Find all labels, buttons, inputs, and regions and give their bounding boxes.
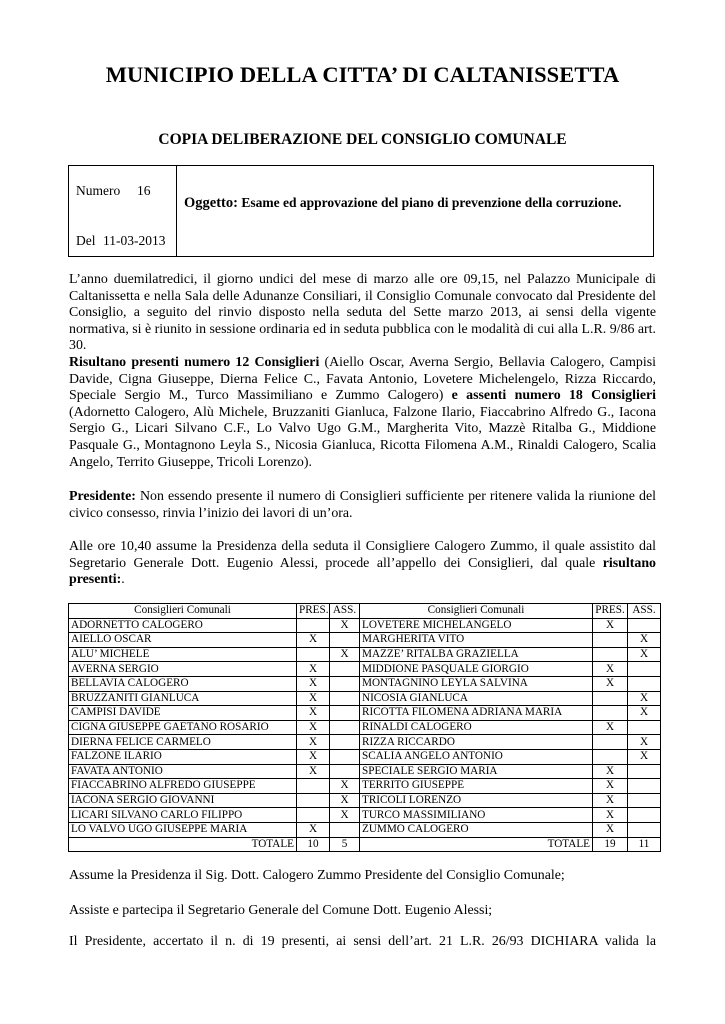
- councillor-name: SPECIALE SERGIO MARIA: [360, 764, 593, 779]
- totals-row: [69, 837, 661, 852]
- absent-mark: [330, 764, 360, 779]
- councillor-name: TERRITO GIUSEPPE: [360, 779, 593, 794]
- present-mark: [297, 808, 330, 823]
- present-mark: [593, 749, 628, 764]
- councillor-name: CAMPISI DAVIDE: [69, 706, 297, 721]
- table-row: [69, 764, 661, 779]
- councillor-name: AVERNA SERGIO: [69, 662, 297, 677]
- absent-mark: X: [628, 691, 661, 706]
- closing-line-secretary: Assiste e partecipa il Segretario Generale del Comune Dott. Eugenio Alessi;: [69, 903, 493, 918]
- present-mark: X: [297, 633, 330, 648]
- table-row: [69, 779, 661, 794]
- paragraph-rollcall: [69, 539, 656, 589]
- councillor-name: FIACCABRINO ALFREDO GIUSEPPE: [69, 779, 297, 794]
- column-header: PRES.: [593, 604, 628, 619]
- absent-mark: [330, 735, 360, 750]
- absent-mark: [330, 691, 360, 706]
- president-text: Non essendo presente il numero di Consiglieri sufficiente per ritenere valida la riunione del civico consesso, rinvia l’inizio dei lavori di un’ora.: [69, 489, 656, 521]
- absent-mark: X: [628, 706, 661, 721]
- present-mark: X: [593, 676, 628, 691]
- absent-mark: [628, 676, 661, 691]
- numero-label: Numero: [76, 183, 121, 198]
- absent-mark: [628, 618, 661, 633]
- table-row: [69, 808, 661, 823]
- present-mark: X: [593, 793, 628, 808]
- closing-line-declaration: Il Presidente, accertato il n. di 19 presenti, ai sensi dell’art. 21 L.R. 26/93 DICHIARA valida la: [69, 934, 656, 949]
- councillor-name: NICOSIA GIANLUCA: [360, 691, 593, 706]
- present-mark: X: [297, 720, 330, 735]
- present-mark: [593, 691, 628, 706]
- absent-mark: [628, 720, 661, 735]
- attendance-table: [68, 603, 661, 852]
- absent-mark: [330, 662, 360, 677]
- absent-mark: [330, 676, 360, 691]
- table-row: [69, 647, 661, 662]
- document-title: MUNICIPIO DELLA CITTA’ DI CALTANISSETTA: [105, 62, 620, 87]
- table-row: [69, 720, 661, 735]
- numero-value: 16: [137, 183, 151, 198]
- present-mark: [297, 793, 330, 808]
- table-row: [69, 618, 661, 633]
- councillor-name: SCALIA ANGELO ANTONIO: [360, 749, 593, 764]
- absent-count: e assenti numero 18 Consiglieri: [451, 388, 657, 404]
- rollcall-text: Alle ore 10,40 assume la Presidenza della seduta il Consigliere Calogero Zummo, il quale assistito dal Segretario Generale Dott. Eugenio Alessi, procede all’appello dei Consiglieri, dal quale: [69, 539, 656, 571]
- present-mark: X: [593, 779, 628, 794]
- column-header: ASS.: [628, 604, 661, 619]
- table-row: [69, 749, 661, 764]
- councillor-name: BRUZZANITI GIANLUCA: [69, 691, 297, 706]
- deliberation-header-box: [68, 165, 654, 257]
- councillor-name: AIELLO OSCAR: [69, 633, 297, 648]
- present-mark: [593, 706, 628, 721]
- column-header: ASS.: [330, 604, 360, 619]
- councillor-name: MAZZE’ RITALBA GRAZIELLA: [360, 647, 593, 662]
- column-header: PRES.: [297, 604, 330, 619]
- absent-mark: [628, 822, 661, 837]
- councillor-name: MONTAGNINO LEYLA SALVINA: [360, 676, 593, 691]
- absent-mark: X: [330, 793, 360, 808]
- present-mark: X: [297, 749, 330, 764]
- present-mark: X: [593, 618, 628, 633]
- table-row: [69, 633, 661, 648]
- totals-label: TOTALE: [360, 837, 593, 852]
- table-row: [69, 735, 661, 750]
- document-subtitle: COPIA DELIBERAZIONE DEL CONSIGLIO COMUNALE: [158, 131, 567, 148]
- subject: [184, 190, 650, 216]
- table-row: [69, 691, 661, 706]
- present-mark: X: [593, 662, 628, 677]
- councillor-name: RINALDI CALOGERO: [360, 720, 593, 735]
- table-header-row: [69, 604, 661, 619]
- date-value: 11-03-2013: [103, 233, 166, 248]
- rollcall-bold: risultano presenti:: [69, 555, 656, 588]
- absent-mark: X: [628, 633, 661, 648]
- totals-absent: 5: [330, 837, 360, 852]
- present-mark: [593, 647, 628, 662]
- councillor-name: BELLAVIA CALOGERO: [69, 676, 297, 691]
- councillor-name: RICOTTA FILOMENA ADRIANA MARIA: [360, 706, 593, 721]
- absent-mark: X: [628, 735, 661, 750]
- subject-text: Esame ed approvazione del piano di prevenzione della corruzione.: [241, 195, 622, 210]
- councillor-name: LOVETERE MICHELANGELO: [360, 618, 593, 633]
- table-row: [69, 676, 661, 691]
- absent-mark: X: [330, 808, 360, 823]
- rollcall-end: .: [121, 572, 125, 588]
- present-count: Risultano presenti numero 12 Consiglieri: [69, 354, 320, 370]
- totals-present: 10: [297, 837, 330, 852]
- present-mark: [297, 779, 330, 794]
- councillor-name: MARGHERITA VITO: [360, 633, 593, 648]
- present-mark: [593, 735, 628, 750]
- present-mark: X: [297, 662, 330, 677]
- totals-absent: 11: [628, 837, 661, 852]
- table-row: [69, 662, 661, 677]
- header-divider: [176, 166, 177, 256]
- present-mark: X: [297, 676, 330, 691]
- present-mark: X: [297, 764, 330, 779]
- table-row: [69, 706, 661, 721]
- column-header: Consiglieri Comunali: [69, 604, 297, 619]
- absent-names: (Adornetto Calogero, Alù Michele, Bruzzaniti Gianluca, Falzone Ilario, Fiaccabrino Alfredo G., Iacona Sergio G., Licari Silvano C.F., Lo Valvo Ugo G.M., Margherita Vito, Mazzè Ritalba G., Middione Pasquale G., Montagnono Leyla S., Nicosia Gianluca, Ricotta Filomena A.M., Rinaldi Calogero, Scalia Angelo, Territo Giuseppe, Tricoli Lorenzo).: [69, 404, 656, 470]
- totals-label: TOTALE: [69, 837, 297, 852]
- absent-mark: [330, 822, 360, 837]
- absent-mark: [628, 662, 661, 677]
- present-mark: X: [593, 808, 628, 823]
- councillor-name: FAVATA ANTONIO: [69, 764, 297, 779]
- present-mark: X: [297, 706, 330, 721]
- present-mark: X: [297, 691, 330, 706]
- councillor-name: ZUMMO CALOGERO: [360, 822, 593, 837]
- councillor-name: CIGNA GIUSEPPE GAETANO ROSARIO: [69, 720, 297, 735]
- present-mark: [297, 647, 330, 662]
- councillor-name: LICARI SILVANO CARLO FILIPPO: [69, 808, 297, 823]
- absent-mark: [628, 764, 661, 779]
- present-mark: [297, 618, 330, 633]
- councillor-name: TRICOLI LORENZO: [360, 793, 593, 808]
- paragraph-president: [69, 489, 656, 522]
- present-mark: [593, 633, 628, 648]
- present-mark: X: [297, 735, 330, 750]
- absent-mark: [330, 633, 360, 648]
- absent-mark: [330, 706, 360, 721]
- present-names: (Aiello Oscar, Averna Sergio, Bellavia Calogero, Campisi Davide, Cigna Giuseppe, Dierna Felice C., Favata Antonio, Lovetere Michelengelo, Rizza Riccardo, Speciale Sergio M., Turco Massimiliano e Zummo Calogero): [69, 354, 656, 404]
- absent-mark: [628, 779, 661, 794]
- absent-mark: X: [330, 647, 360, 662]
- absent-mark: [628, 793, 661, 808]
- councillor-name: DIERNA FELICE CARMELO: [69, 735, 297, 750]
- councillor-name: ALU’ MICHELE: [69, 647, 297, 662]
- present-mark: X: [593, 720, 628, 735]
- column-header: Consiglieri Comunali: [360, 604, 593, 619]
- absent-mark: X: [628, 647, 661, 662]
- absent-mark: [628, 808, 661, 823]
- councillor-name: IACONA SERGIO GIOVANNI: [69, 793, 297, 808]
- councillor-name: MIDDIONE PASQUALE GIORGIO: [360, 662, 593, 677]
- table-row: [69, 822, 661, 837]
- present-mark: X: [297, 822, 330, 837]
- paragraph-session: [69, 272, 656, 471]
- councillor-name: FALZONE ILARIO: [69, 749, 297, 764]
- absent-mark: X: [330, 779, 360, 794]
- councillor-name: ADORNETTO CALOGERO: [69, 618, 297, 633]
- present-mark: X: [593, 822, 628, 837]
- session-intro: L’anno duemilatredici, il giorno undici del mese di marzo alle ore 09,15, nel Palazzo Municipale di Caltanissetta e nella Sala delle Adunanze Consiliari, il Consiglio Comunale convocato dal Presidente del Consiglio, a seguito del rinvio disposto nella seduta del Sette marzo 2013, ai sensi della vigente normativa, si è riunito in sessione ordinaria ed in seduta pubblica con le modalità di cui alla L.R. 9/86 art. 30.: [69, 272, 656, 354]
- totals-present: 19: [593, 837, 628, 852]
- president-label: Presidente:: [69, 489, 136, 504]
- councillor-name: TURCO MASSIMILIANO: [360, 808, 593, 823]
- absent-mark: [330, 720, 360, 735]
- table-row: [69, 793, 661, 808]
- absent-mark: [330, 749, 360, 764]
- closing-line-presidency: Assume la Presidenza il Sig. Dott. Calogero Zummo Presidente del Consiglio Comunale;: [69, 868, 565, 883]
- present-mark: X: [593, 764, 628, 779]
- absent-mark: X: [330, 618, 360, 633]
- councillor-name: LO VALVO UGO GIUSEPPE MARIA: [69, 822, 297, 837]
- subject-label: Oggetto:: [184, 195, 238, 211]
- date-label: Del: [76, 233, 96, 248]
- absent-mark: X: [628, 749, 661, 764]
- councillor-name: RIZZA RICCARDO: [360, 735, 593, 750]
